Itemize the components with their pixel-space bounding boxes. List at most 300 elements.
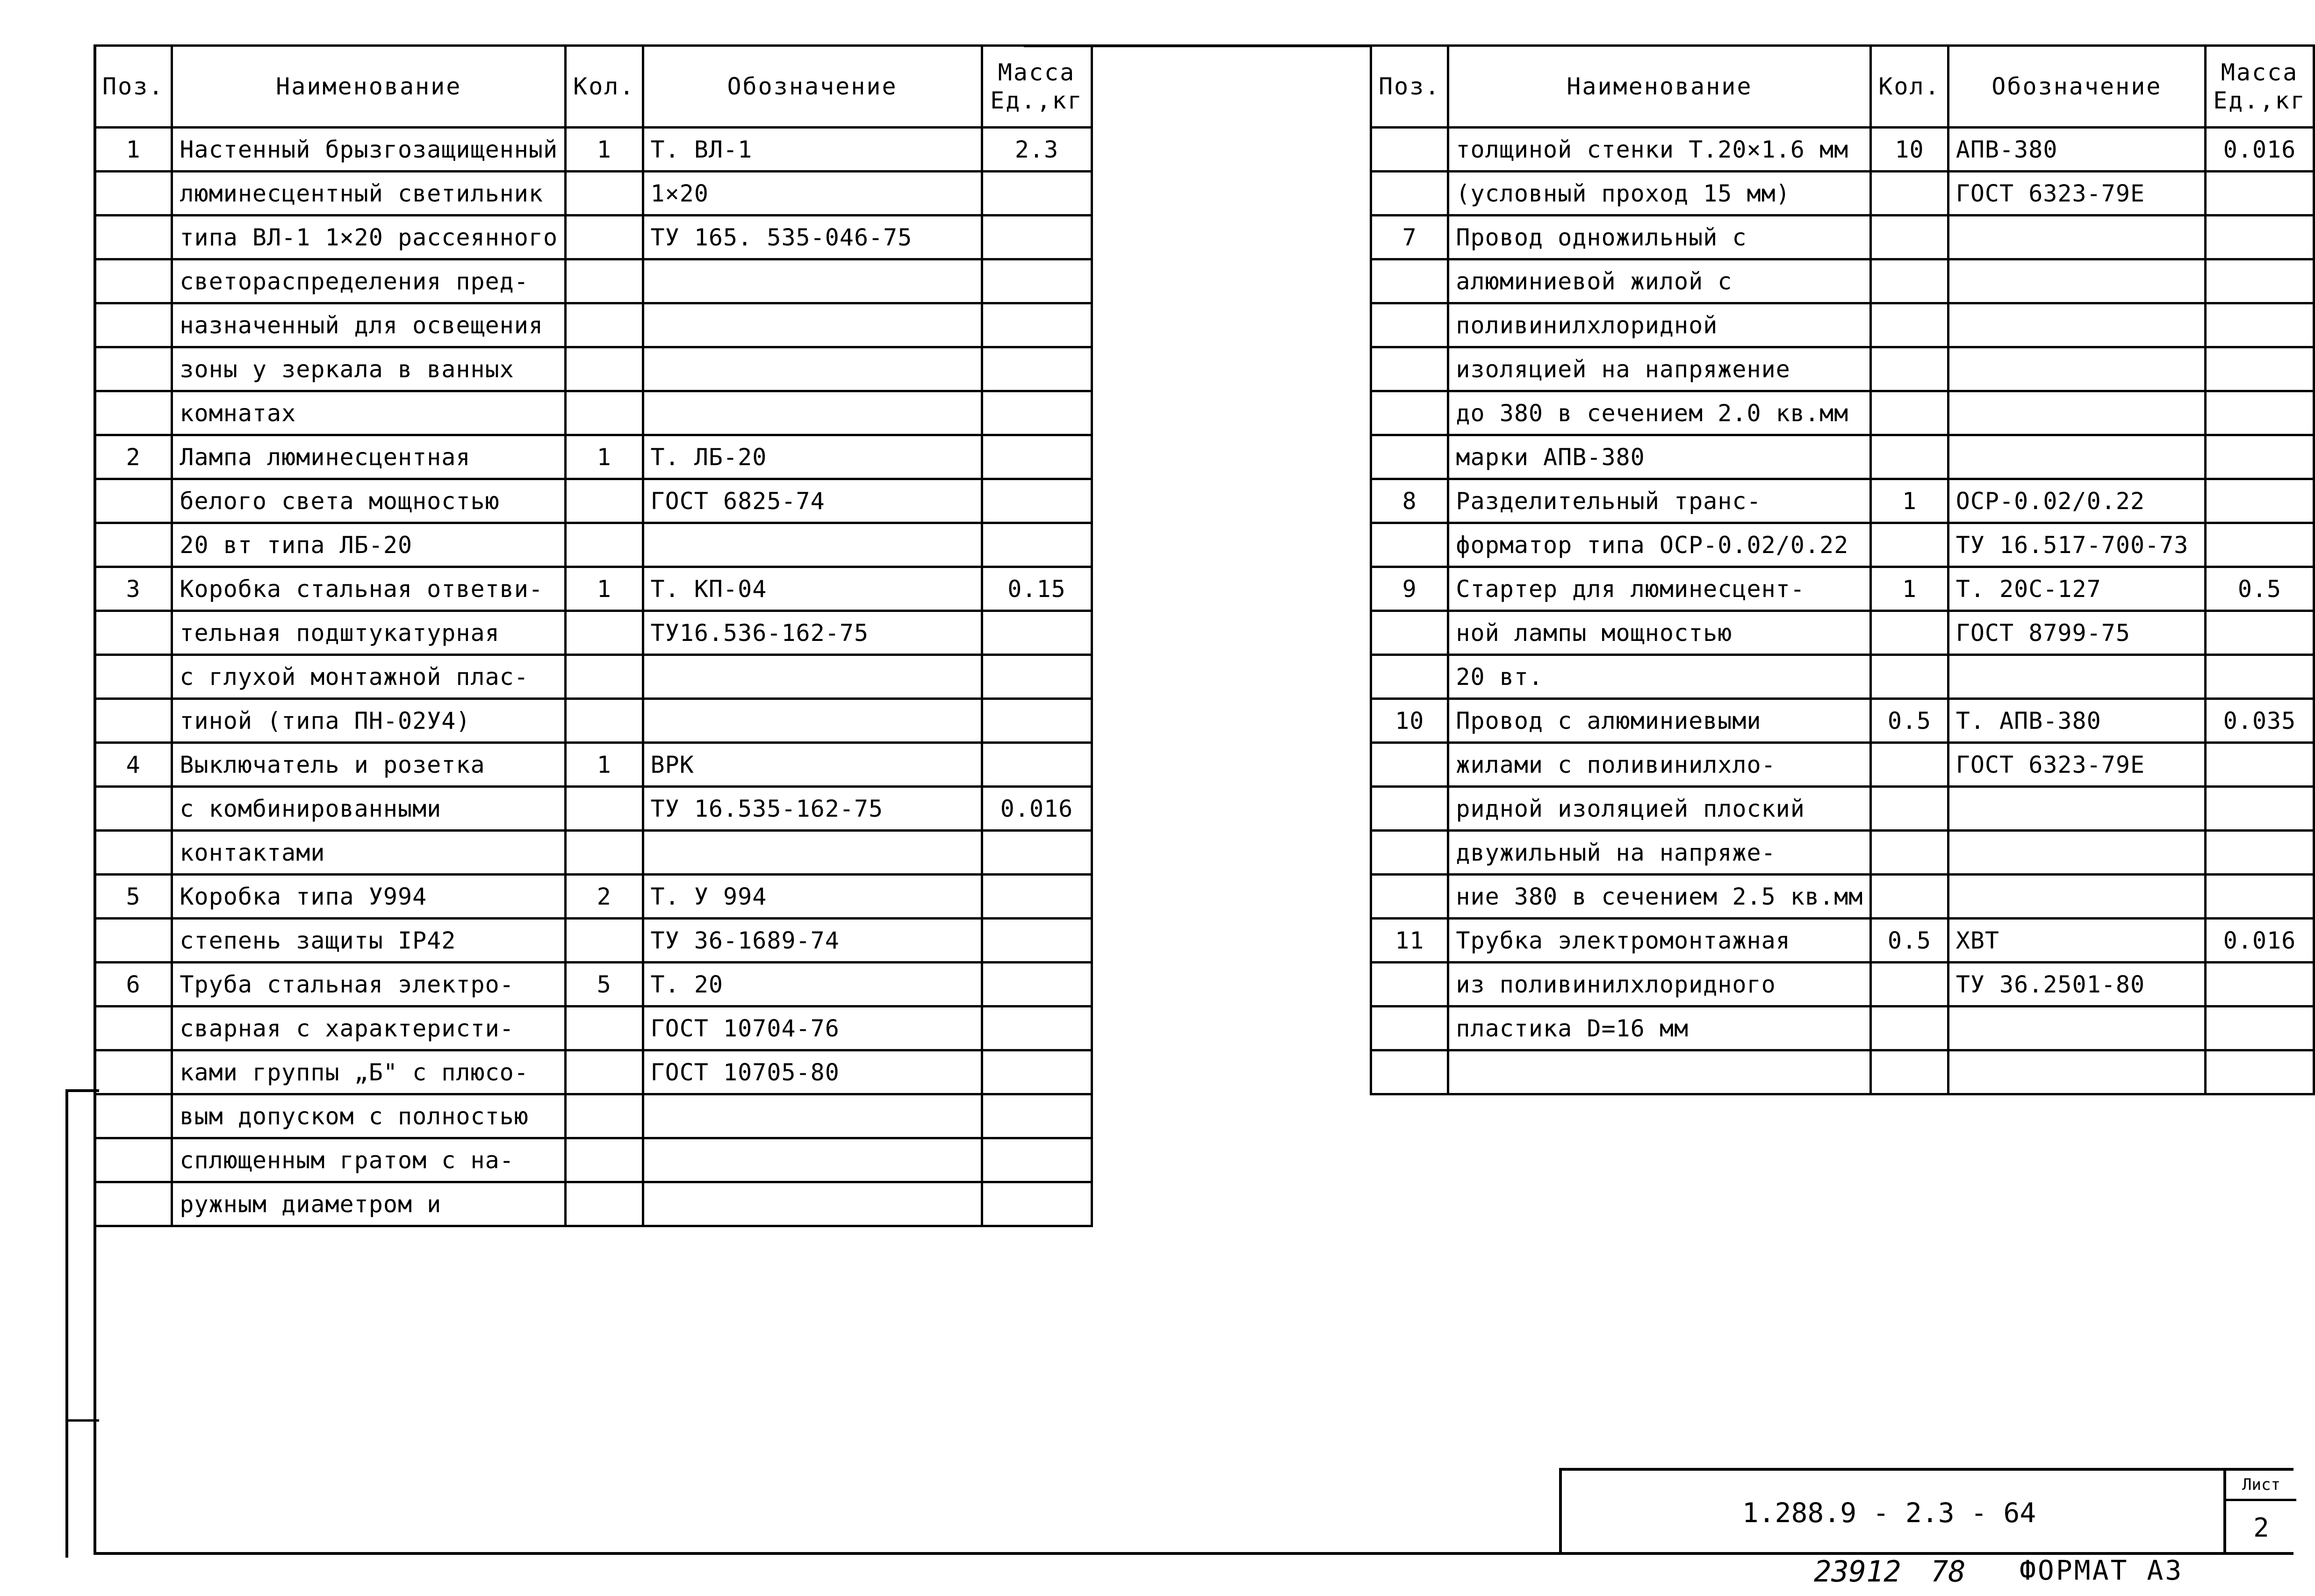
header-mass-line2: Ед.,кг [2213, 87, 2306, 114]
cell-qty [566, 1094, 643, 1138]
header-name: Наименование [1448, 46, 1871, 128]
cell-mass [2206, 479, 2314, 523]
cell-qty [566, 655, 643, 699]
cell-name: толщиной стенки Т.20×1.6 мм [1448, 128, 1871, 172]
cell-qty [1871, 611, 1948, 655]
cell-mass: 2.3 [982, 128, 1092, 172]
cell-designation: ГОСТ 10704-76 [643, 1006, 982, 1050]
cell-pos [1371, 787, 1448, 831]
cell-name: белого света мощностью [172, 479, 566, 523]
table-row [1371, 787, 2314, 831]
cell-name: 20 вт типа ЛБ-20 [172, 523, 566, 567]
cell-pos: 9 [1371, 567, 1448, 611]
cell-mass [2206, 875, 2314, 919]
cell-name: типа ВЛ-1 1×20 рассеянного [172, 216, 566, 259]
cell-qty [566, 479, 643, 523]
cell-pos [95, 1006, 172, 1050]
cell-name: Трубка электромонтажная [1448, 919, 1871, 963]
table-row [95, 1006, 1092, 1050]
table-row [1371, 743, 2314, 787]
cell-mass [982, 523, 1092, 567]
cell-mass [2206, 787, 2314, 831]
cell-mass [982, 391, 1092, 435]
cell-pos [95, 172, 172, 216]
table-row [1371, 391, 2314, 435]
table-row [1371, 303, 2314, 347]
cell-name: пластика D=16 мм [1448, 1006, 1871, 1050]
sheet-number: 2 [2253, 1513, 2269, 1543]
cell-pos [95, 523, 172, 567]
table-row [95, 347, 1092, 391]
cell-pos [1371, 831, 1448, 875]
cell-name: сварная с характеристи- [172, 1006, 566, 1050]
cell-qty: 1 [566, 435, 643, 479]
header-mass-line2: Ед.,кг [990, 87, 1083, 114]
cell-qty [1871, 303, 1948, 347]
table-row [1371, 919, 2314, 963]
cell-name: Коробка стальная ответви- [172, 567, 566, 611]
paper-format: ФОРМАТ А3 [2020, 1554, 2184, 1586]
table-row [1371, 1006, 2314, 1050]
table-row [95, 128, 1092, 172]
cell-name: 20 вт. [1448, 655, 1871, 699]
cell-qty [566, 172, 643, 216]
header-mass-line1: Масса [2221, 59, 2299, 86]
cell-designation [1948, 303, 2205, 347]
cell-name: светораспределения пред- [172, 259, 566, 303]
cell-designation [1948, 391, 2205, 435]
cell-qty: 10 [1871, 128, 1948, 172]
cell-designation: ТУ16.536-162-75 [643, 611, 982, 655]
cell-designation: АПВ-380 [1948, 128, 2205, 172]
table-row [95, 919, 1092, 963]
cell-name: с комбинированными [172, 787, 566, 831]
cell-designation [1948, 875, 2205, 919]
cell-qty: 2 [566, 875, 643, 919]
cell-pos [95, 479, 172, 523]
cell-name: с глухой монтажной плас- [172, 655, 566, 699]
cell-designation: Т. У 994 [643, 875, 982, 919]
cell-designation: ГОСТ 6323-79Е [1948, 743, 2205, 787]
table-row [1371, 655, 2314, 699]
cell-name: тельная подштукатурная [172, 611, 566, 655]
cell-pos [95, 919, 172, 963]
cell-designation: ВРК [643, 743, 982, 787]
cell-mass: 0.016 [2206, 919, 2314, 963]
cell-name: комнатах [172, 391, 566, 435]
cell-qty [566, 391, 643, 435]
cell-designation: ГОСТ 8799-75 [1948, 611, 2205, 655]
cell-name: до 380 в сечением 2.0 кв.мм [1448, 391, 1871, 435]
cell-designation: Т. АПВ-380 [1948, 699, 2205, 743]
cell-pos [1371, 1006, 1448, 1050]
cell-pos: 6 [95, 963, 172, 1006]
cell-mass [2206, 216, 2314, 259]
header-pos: Поз. [1371, 46, 1448, 128]
cell-mass [982, 1006, 1092, 1050]
cell-pos: 7 [1371, 216, 1448, 259]
cell-mass [982, 435, 1092, 479]
header-mass [2206, 46, 2314, 128]
cell-pos [95, 1094, 172, 1138]
cell-name: жилами с поливинилхло- [1448, 743, 1871, 787]
cell-qty [1871, 435, 1948, 479]
header-pos: Поз. [95, 46, 172, 128]
cell-designation [643, 831, 982, 875]
table-row [95, 479, 1092, 523]
cell-designation [643, 699, 982, 743]
cell-mass [982, 1182, 1092, 1226]
cell-pos: 3 [95, 567, 172, 611]
cell-qty: 0.5 [1871, 699, 1948, 743]
cell-mass [2206, 523, 2314, 567]
cell-pos [95, 1050, 172, 1094]
cell-qty [566, 259, 643, 303]
cell-qty [566, 347, 643, 391]
cell-name: сплющенным гратом с на- [172, 1138, 566, 1182]
table-row [95, 1182, 1092, 1226]
cell-name: степень защиты IP42 [172, 919, 566, 963]
cell-pos [1371, 523, 1448, 567]
table-row [95, 787, 1092, 831]
cell-mass [982, 875, 1092, 919]
table-row [1371, 699, 2314, 743]
cell-qty [566, 523, 643, 567]
cell-mass [982, 479, 1092, 523]
cell-qty [1871, 523, 1948, 567]
cell-qty [566, 831, 643, 875]
table-row [1371, 259, 2314, 303]
table-row [1371, 875, 2314, 919]
table-row [95, 655, 1092, 699]
table-row [95, 172, 1092, 216]
table-row [95, 1094, 1092, 1138]
table-row [95, 303, 1092, 347]
cell-mass [2206, 611, 2314, 655]
cell-qty [1871, 391, 1948, 435]
cell-qty [566, 611, 643, 655]
cell-mass [2206, 435, 2314, 479]
table-row [95, 216, 1092, 259]
cell-designation: ХВТ [1948, 919, 2205, 963]
cell-name: Провод с алюминиевыми [1448, 699, 1871, 743]
cell-name: ной лампы мощностью [1448, 611, 1871, 655]
table-header-row [95, 46, 1092, 128]
cell-designation: ТУ 165. 535-046-75 [643, 216, 982, 259]
cell-qty [1871, 347, 1948, 391]
cell-pos: 8 [1371, 479, 1448, 523]
cell-qty [566, 303, 643, 347]
cell-qty [566, 699, 643, 743]
cell-name: вым допуском с полностью [172, 1094, 566, 1138]
cell-designation: ТУ 16.535-162-75 [643, 787, 982, 831]
cell-pos: 11 [1371, 919, 1448, 963]
cell-pos [95, 347, 172, 391]
table-row [95, 435, 1092, 479]
cell-mass [982, 919, 1092, 963]
cell-pos [1371, 611, 1448, 655]
cell-designation: ТУ 16.517-700-73 [1948, 523, 2205, 567]
cell-name: ридной изоляцией плоский [1448, 787, 1871, 831]
table-row [1371, 172, 2314, 216]
cell-designation: Т. ВЛ-1 [643, 128, 982, 172]
cell-designation [643, 303, 982, 347]
header-mass [982, 46, 1092, 128]
table-row [1371, 435, 2314, 479]
cell-mass [2206, 1050, 2314, 1094]
cell-mass [2206, 743, 2314, 787]
cell-mass [2206, 391, 2314, 435]
cell-designation: 1×20 [643, 172, 982, 216]
cell-pos: 5 [95, 875, 172, 919]
cell-name: поливинилхлоридной [1448, 303, 1871, 347]
cell-mass [982, 303, 1092, 347]
cell-mass [982, 172, 1092, 216]
cell-pos [1371, 875, 1448, 919]
cell-name: Провод одножильный с [1448, 216, 1871, 259]
cell-pos [95, 303, 172, 347]
cell-pos [1371, 1050, 1448, 1094]
inventory-number: 23912 [1814, 1554, 1901, 1589]
cell-pos: 2 [95, 435, 172, 479]
cell-name: люминесцентный светильник [172, 172, 566, 216]
cell-qty: 1 [566, 567, 643, 611]
cell-name: ками группы „Б" с плюсо- [172, 1050, 566, 1094]
cell-qty [1871, 1050, 1948, 1094]
cell-mass: 0.5 [2206, 567, 2314, 611]
cell-qty [1871, 259, 1948, 303]
cell-qty: 1 [1871, 479, 1948, 523]
cell-pos [1371, 128, 1448, 172]
cell-qty [1871, 743, 1948, 787]
cell-mass [982, 831, 1092, 875]
cell-mass [2206, 831, 2314, 875]
cell-pos [95, 787, 172, 831]
cell-pos [95, 611, 172, 655]
cell-qty [566, 216, 643, 259]
spec-table-right [1370, 44, 2315, 1095]
cell-designation [1948, 216, 2205, 259]
cell-name: Коробка типа У994 [172, 875, 566, 919]
cell-designation: ГОСТ 6825-74 [643, 479, 982, 523]
table-row [1371, 347, 2314, 391]
table-row [1371, 523, 2314, 567]
cell-designation: Т. 20 [643, 963, 982, 1006]
cell-qty: 5 [566, 963, 643, 1006]
cell-mass [982, 347, 1092, 391]
cell-designation [643, 259, 982, 303]
table-row [1371, 963, 2314, 1006]
cell-pos [1371, 172, 1448, 216]
cell-name: Настенный брызгозащищенный [172, 128, 566, 172]
cell-designation: ТУ 36-1689-74 [643, 919, 982, 963]
cell-mass [2206, 347, 2314, 391]
cell-name: марки АПВ-380 [1448, 435, 1871, 479]
cell-pos [95, 1182, 172, 1226]
header-name: Наименование [172, 46, 566, 128]
cell-designation: Т. ЛБ-20 [643, 435, 982, 479]
document-code: 1.288.9 - 2.3 - 64 [1742, 1497, 2036, 1529]
cell-mass [2206, 303, 2314, 347]
cell-qty: 0.5 [1871, 919, 1948, 963]
cell-designation [643, 655, 982, 699]
cell-designation [1948, 1006, 2205, 1050]
cell-qty [1871, 831, 1948, 875]
table-row [95, 831, 1092, 875]
cell-designation [1948, 1050, 2205, 1094]
cell-pos [95, 699, 172, 743]
cell-pos [95, 259, 172, 303]
cell-name: ние 380 в сечением 2.5 кв.мм [1448, 875, 1871, 919]
cell-qty [1871, 787, 1948, 831]
table-row [1371, 479, 2314, 523]
cell-mass [982, 1050, 1092, 1094]
table-row [95, 743, 1092, 787]
cell-name: форматор типа ОСР-0.02/0.22 [1448, 523, 1871, 567]
sheet-label: Лист [2226, 1471, 2296, 1501]
table-row [95, 523, 1092, 567]
binding-strip-divider [68, 1419, 99, 1422]
cell-designation [1948, 435, 2205, 479]
cell-qty [566, 1006, 643, 1050]
cell-name: зоны у зеркала в ванных [172, 347, 566, 391]
header-qty: Кол. [566, 46, 643, 128]
cell-designation: Т. 20С-127 [1948, 567, 2205, 611]
cell-pos [1371, 391, 1448, 435]
cell-designation [643, 1138, 982, 1182]
cell-name: из поливинилхлоридного [1448, 963, 1871, 1006]
cell-name: контактами [172, 831, 566, 875]
cell-name: ружным диаметром и [172, 1182, 566, 1226]
cell-name: Лампа люминесцентная [172, 435, 566, 479]
table-row [95, 963, 1092, 1006]
header-designation: Обозначение [1948, 46, 2205, 128]
table-row [95, 875, 1092, 919]
cell-mass [982, 259, 1092, 303]
cell-name: изоляцией на напряжение [1448, 347, 1871, 391]
table-row [95, 567, 1092, 611]
cell-qty [1871, 963, 1948, 1006]
table-row [95, 611, 1092, 655]
cell-qty [566, 1050, 643, 1094]
cell-qty [566, 1182, 643, 1226]
spec-table-left [93, 44, 1093, 1227]
cell-qty [1871, 172, 1948, 216]
table-row [95, 391, 1092, 435]
cell-mass [982, 1138, 1092, 1182]
cell-mass [2206, 1006, 2314, 1050]
cell-name: алюминиевой жилой с [1448, 259, 1871, 303]
cell-pos: 10 [1371, 699, 1448, 743]
cell-qty [1871, 655, 1948, 699]
cell-designation: ГОСТ 6323-79Е [1948, 172, 2205, 216]
table-row [1371, 611, 2314, 655]
cell-mass [982, 699, 1092, 743]
cell-designation [1948, 259, 2205, 303]
cell-name: Труба стальная электро- [172, 963, 566, 1006]
cell-pos [95, 216, 172, 259]
cell-mass [982, 743, 1092, 787]
cell-mass [982, 655, 1092, 699]
cell-mass [2206, 963, 2314, 1006]
cell-mass: 0.15 [982, 567, 1092, 611]
cell-name: Выключатель и розетка [172, 743, 566, 787]
table-row [1371, 567, 2314, 611]
cell-designation: ГОСТ 10705-80 [643, 1050, 982, 1094]
cell-designation [1948, 655, 2205, 699]
cell-pos [95, 1138, 172, 1182]
header-designation: Обозначение [643, 46, 982, 128]
cell-name: (условный проход 15 мм) [1448, 172, 1871, 216]
cell-mass [982, 216, 1092, 259]
table-row [1371, 1050, 2314, 1094]
cell-mass [982, 963, 1092, 1006]
cell-pos [1371, 347, 1448, 391]
cell-designation [1948, 347, 2205, 391]
cell-qty: 1 [566, 743, 643, 787]
table-row [95, 699, 1092, 743]
cell-mass [2206, 655, 2314, 699]
header-mass-line1: Масса [998, 59, 1076, 86]
cell-designation [643, 1182, 982, 1226]
sheet-cell [2223, 1471, 2296, 1555]
cell-qty [1871, 1006, 1948, 1050]
cell-pos [1371, 963, 1448, 1006]
cell-designation [643, 523, 982, 567]
cell-mass: 0.016 [982, 787, 1092, 831]
title-block [1559, 1468, 2293, 1555]
cell-designation [643, 391, 982, 435]
cell-pos [1371, 435, 1448, 479]
cell-designation [1948, 831, 2205, 875]
cell-mass [2206, 172, 2314, 216]
table-row [95, 1138, 1092, 1182]
cell-mass: 0.035 [2206, 699, 2314, 743]
cell-mass [2206, 259, 2314, 303]
cell-pos [1371, 259, 1448, 303]
cell-name [1448, 1050, 1871, 1094]
cell-qty [566, 919, 643, 963]
cell-pos [1371, 743, 1448, 787]
cell-qty [1871, 216, 1948, 259]
table-header-row [1371, 46, 2314, 128]
cell-mass [982, 1094, 1092, 1138]
table-row [1371, 216, 2314, 259]
cell-pos: 1 [95, 128, 172, 172]
cell-pos: 4 [95, 743, 172, 787]
cell-pos [95, 655, 172, 699]
cell-designation: Т. КП-04 [643, 567, 982, 611]
header-qty: Кол. [1871, 46, 1948, 128]
table-row [1371, 128, 2314, 172]
cell-pos [1371, 303, 1448, 347]
cell-qty: 1 [566, 128, 643, 172]
cell-pos [95, 391, 172, 435]
table-row [1371, 831, 2314, 875]
cell-name: двужильный на напряже- [1448, 831, 1871, 875]
cell-designation [1948, 787, 2205, 831]
cell-pos [1371, 655, 1448, 699]
cell-designation: ОСР-0.02/0.22 [1948, 479, 2205, 523]
cell-name: Стартер для люминесцент- [1448, 567, 1871, 611]
cell-qty [1871, 875, 1948, 919]
cell-qty [566, 1138, 643, 1182]
cell-name: назначенный для освещения [172, 303, 566, 347]
cell-name: тиной (типа ПН-02У4) [172, 699, 566, 743]
cell-designation: ТУ 36.2501-80 [1948, 963, 2205, 1006]
cell-pos [95, 831, 172, 875]
cell-designation [643, 347, 982, 391]
